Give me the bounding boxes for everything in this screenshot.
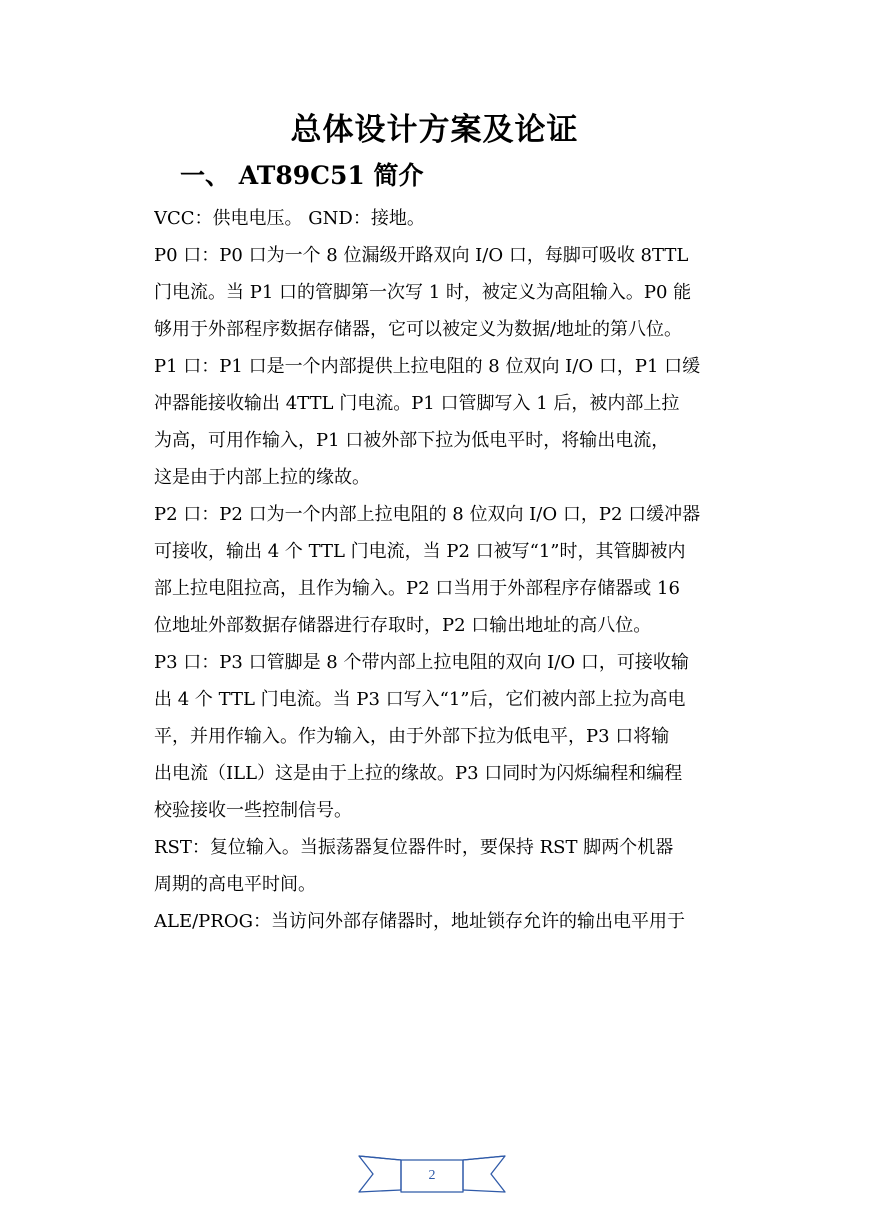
text-line: ALE/PROG：当访问外部存储器时，地址锁存允许的输出电平用于 — [154, 911, 685, 932]
paragraph — [154, 237, 744, 348]
text-line: 可接收，输出 4 个 TTL 门电流，当 P2 口被写“1”时，其管脚被内 — [154, 541, 686, 562]
body-text — [154, 200, 744, 940]
page-title: 总体设计方案及论证 — [290, 112, 579, 148]
page-footer — [353, 1150, 511, 1202]
text-line: 出 4 个 TTL 门电流。当 P3 口写入“1”后，它们被内部上拉为高电 — [154, 689, 686, 710]
paragraph — [154, 348, 744, 496]
text-line: 位地址外部数据存储器进行存取时，P2 口输出地址的高八位。 — [154, 615, 652, 636]
text-line: VCC：供电电压。 GND：接地。 — [154, 208, 425, 229]
text-line: P3 口：P3 口管脚是 8 个带内部上拉电阻的双向 I/O 口，可接收输 — [154, 652, 689, 673]
page-number: 2 — [428, 1168, 436, 1183]
text-line: RST：复位输入。当振荡器复位器件时，要保持 RST 脚两个机器 — [154, 837, 674, 858]
text-line: 冲器能接收输出 4TTL 门电流。P1 口管脚写入 1 后，被内部上拉 — [154, 393, 680, 414]
paragraph — [154, 829, 744, 903]
section-heading: 一、 AT89C51 简介 — [180, 161, 424, 190]
paragraph — [154, 644, 744, 829]
text-line: 平，并用作输入。作为输入，由于外部下拉为低电平，P3 口将输 — [154, 726, 670, 747]
text-line: 周期的高电平时间。 — [154, 874, 316, 895]
text-line: 为高，可用作输入，P1 口被外部下拉为低电平时，将输出电流， — [154, 430, 670, 451]
paragraph — [154, 200, 744, 237]
text-line: P0 口：P0 口为一个 8 位漏级开路双向 I/O 口，每脚可吸收 8TTL — [154, 245, 689, 266]
text-line: 校验接收一些控制信号。 — [154, 800, 352, 821]
text-line: 出电流（ILL）这是由于上拉的缘故。P3 口同时为闪烁编程和编程 — [154, 763, 683, 784]
text-line: 部上拉电阻拉高，且作为输入。P2 口当用于外部程序存储器或 16 — [154, 578, 680, 599]
text-line: 够用于外部程序数据存储器，它可以被定义为数据/地址的第八位。 — [154, 319, 683, 340]
paragraph — [154, 903, 744, 940]
text-line: P2 口：P2 口为一个内部上拉电阻的 8 位双向 I/O 口，P2 口缓冲器 — [154, 504, 701, 525]
text-line: 门电流。当 P1 口的管脚第一次写 1 时，被定义为高阻输入。P0 能 — [154, 282, 692, 303]
text-line: 这是由于内部上拉的缘故。 — [154, 467, 370, 488]
paragraph — [154, 496, 744, 644]
text-line: P1 口：P1 口是一个内部提供上拉电阻的 8 位双向 I/O 口，P1 口缓 — [154, 356, 701, 377]
